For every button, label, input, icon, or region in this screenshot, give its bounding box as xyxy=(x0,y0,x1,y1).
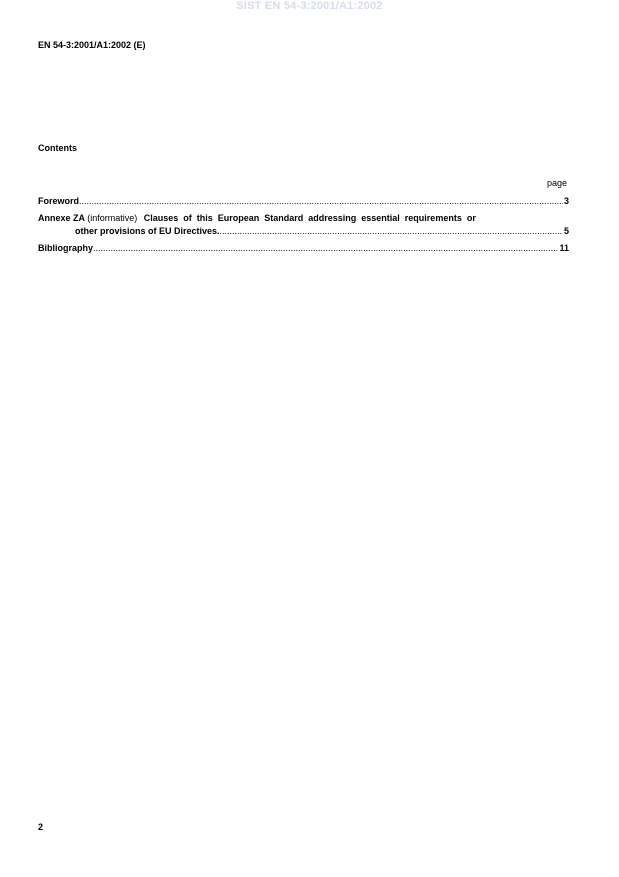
toc-entry-page: 5 xyxy=(563,226,569,236)
toc-entry-page: 3 xyxy=(563,196,569,206)
toc-entry-foreword[interactable] xyxy=(38,196,569,206)
toc-leader-dots xyxy=(220,226,563,236)
document-identifier: EN 54-3:2001/A1:2002 (E) xyxy=(38,40,146,50)
toc-entry-bibliography[interactable] xyxy=(38,243,569,253)
toc-annex-prefix: Annexe ZA xyxy=(38,213,85,223)
page-number: 2 xyxy=(38,822,44,832)
toc-annex-title-line2: other provisions of EU Directives. xyxy=(75,226,220,236)
watermark: SIST EN 54-3:2001/A1:2002 xyxy=(236,0,383,12)
toc-entry-label: Foreword xyxy=(38,196,80,206)
toc-entry-label: Bibliography xyxy=(38,243,94,253)
toc-annex-qualifier: (informative) xyxy=(87,213,138,223)
toc-entry-page: 11 xyxy=(559,243,569,253)
toc-entry-annex-za-continued[interactable] xyxy=(75,226,569,236)
toc-entry-annex-za[interactable] xyxy=(38,213,569,223)
toc-leader-dots xyxy=(93,243,558,253)
toc-annex-title-line1: Clauses of this European Standard addressing essential requirements or xyxy=(143,213,476,223)
page-column-label: page xyxy=(546,178,567,188)
contents-heading: Contents xyxy=(38,143,77,153)
toc-leader-dots xyxy=(79,196,563,206)
